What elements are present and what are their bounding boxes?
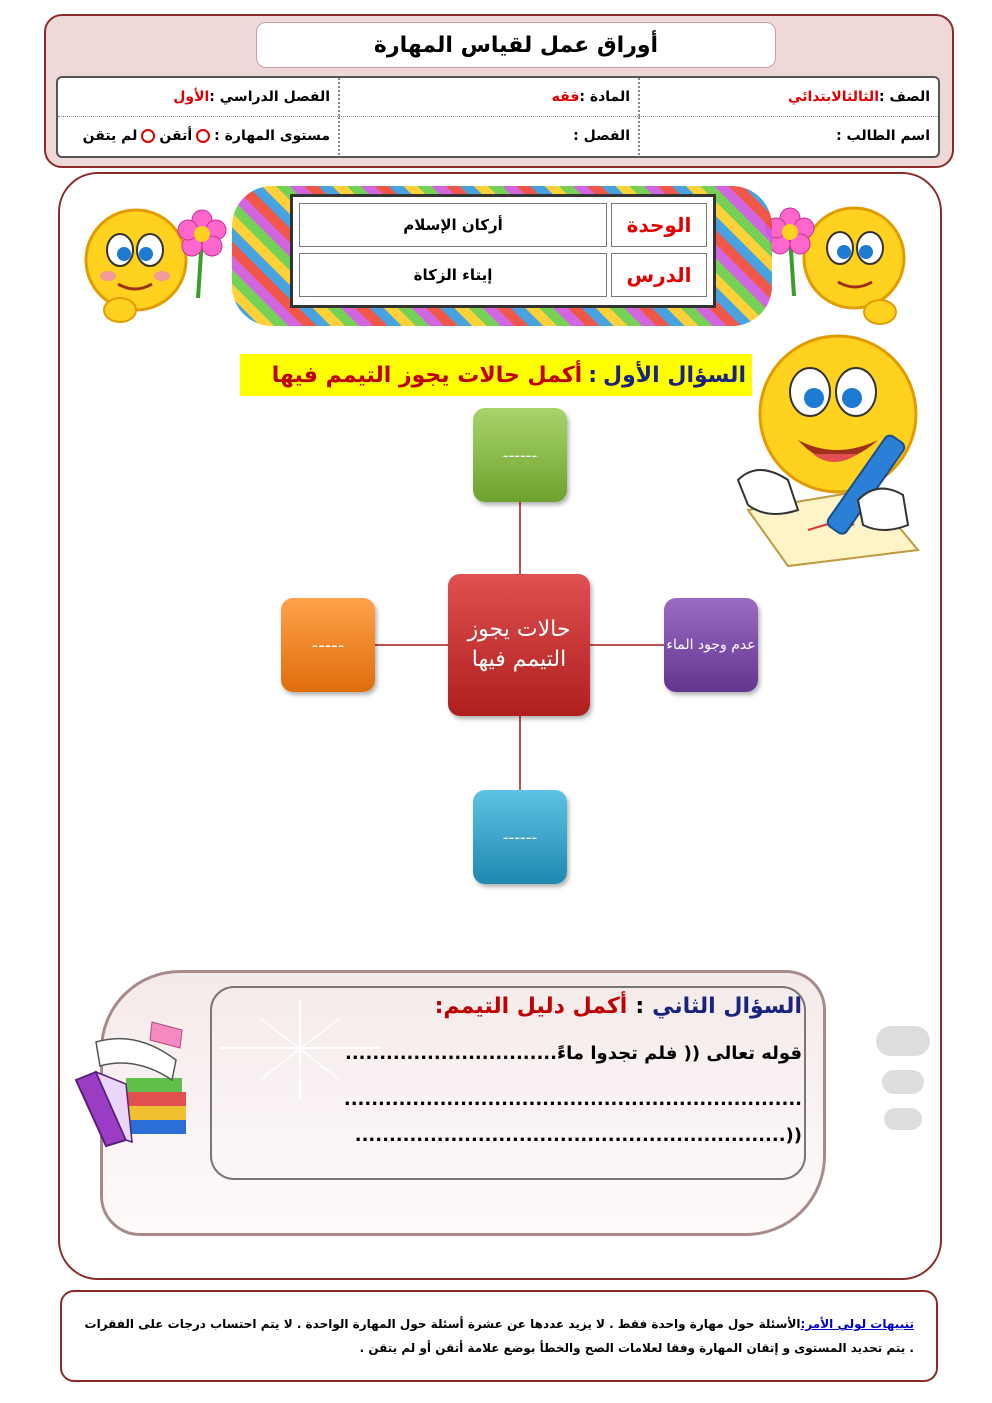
student-label: اسم الطالب : [836,128,930,144]
deco-oval-3 [884,1108,922,1130]
lesson-value: إيتاء الزكاة [299,253,607,297]
unit-label: الوحدة [611,203,707,247]
books-icon [56,1020,192,1154]
diagram-node-bottom[interactable]: ------ [473,790,567,884]
deco-oval-1 [876,1026,930,1056]
diagram-node-top[interactable]: ------ [473,408,567,502]
question2-line-2[interactable]: ................................................................... [343,1088,802,1110]
lesson-label: الدرس [611,253,707,297]
semester-label: الفصل الدراسي : [209,89,330,105]
grade-label: الصف : [879,89,930,105]
question2-prefix: السؤال الثاني [652,993,802,1019]
question1-prefix: السؤال الأول [603,362,746,388]
question2-line-1[interactable]: قوله تعالى (( فلم تجدوا ماءً............................... [345,1042,802,1064]
class-label: الفصل : [573,128,630,144]
unit-value: أركان الإسلام [299,203,607,247]
sparkle-icon [220,1000,380,1100]
deco-oval-2 [882,1070,924,1094]
diagram-node-left[interactable]: ----- [281,598,375,692]
level-label: مستوى المهارة : [214,128,330,144]
diagram-node-center: حالات يجوز التيمم فيها [448,574,590,716]
question2-sep: : [635,993,645,1019]
question2-line-3[interactable]: ((............................................................... [354,1124,802,1146]
question1-text: أكمل حالات يجوز التيمم فيها [271,362,583,388]
question1-sep: : [588,362,598,388]
question2-text: أكمل دليل التيمم: [434,993,628,1019]
page-title: أوراق عمل لقياس المهارة [256,22,776,68]
level-opt1: أتقن [159,128,193,144]
grade-value: الثالثالابتدائي [788,89,879,105]
parent-notes-text: الأسئلة حول مهارة واحدة فقط . لا يزيد عددها عن عشرة أسئلة حول المهارة الواحدة . لا يتم احتساب درجات على الفقرات . يتم تحديد المستوى و إتقان المهارة وفقا لعلامات الصح والخطأ بوضع علامة أتقن أو لم يتقن . [84,1317,914,1355]
subject-label: المادة : [579,89,630,105]
subject-value: فقه [551,89,580,105]
semester-value: الأول [173,89,210,105]
parent-notes-head: تنبيهات لولي الأمر: [800,1317,914,1331]
parent-notes [60,1290,938,1382]
diagram-node-right: عدم وجود الماء [664,598,758,692]
level-opt2: لم يتقن [82,128,138,144]
